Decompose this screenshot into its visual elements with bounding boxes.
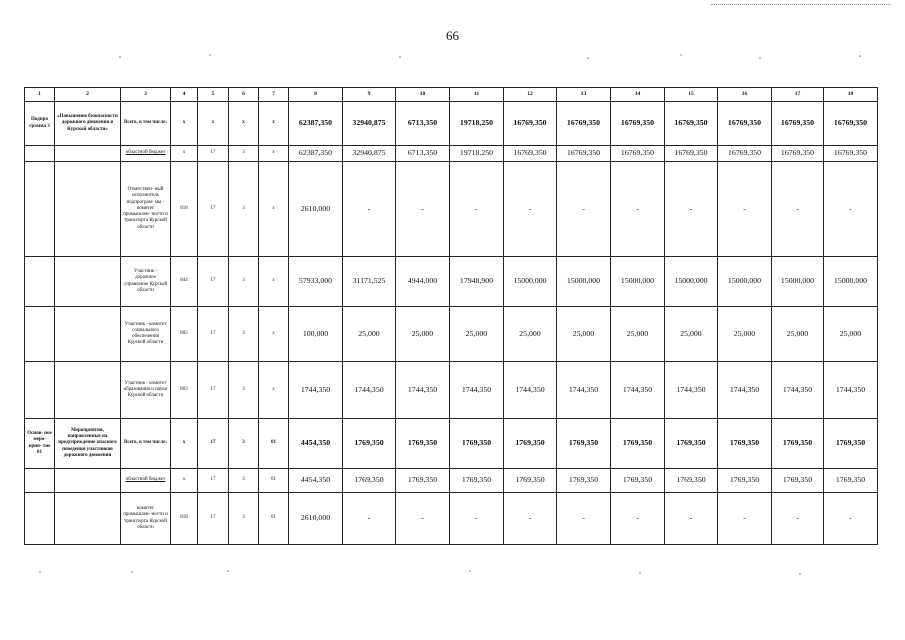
program-code-cell [25, 469, 55, 493]
amount-cell: 1769,350 [611, 419, 665, 469]
amount-cell: 1769,350 [504, 419, 557, 469]
amount-cell: 4944,000 [396, 257, 450, 307]
amount-cell: 15000,000 [557, 257, 611, 307]
amount-cell: 1769,350 [718, 469, 772, 493]
program-name-cell [55, 257, 121, 307]
executor-cell: Всего, в том числе: [121, 102, 171, 146]
amount-cell: 15000,000 [772, 257, 824, 307]
code-cell: 818 [171, 162, 198, 257]
amount-cell: 4454,350 [289, 469, 343, 493]
executor-cell: Всего, в том числе: [121, 419, 171, 469]
amount-cell: 4454,350 [289, 419, 343, 469]
amount-cell: 16769,350 [611, 146, 665, 162]
code-cell: 818 [171, 493, 198, 545]
column-number: 2 [55, 88, 121, 102]
amount-cell: 1744,350 [396, 362, 450, 419]
budget-table [24, 87, 878, 545]
table-row [25, 162, 878, 257]
column-number: 11 [450, 88, 504, 102]
amount-cell: 62387,350 [289, 146, 343, 162]
amount-cell: - [450, 493, 504, 545]
amount-cell: 2610,000 [289, 493, 343, 545]
executor-cell: Участник - дорожное управление Курской области [121, 257, 171, 307]
column-number: 6 [229, 88, 259, 102]
amount-cell: 32940,875 [343, 102, 396, 146]
amount-cell: 1769,350 [611, 469, 665, 493]
amount-cell: 1769,350 [718, 419, 772, 469]
amount-cell: 1769,350 [504, 469, 557, 493]
program-code-cell [25, 493, 55, 545]
amount-cell: 16769,350 [718, 146, 772, 162]
program-code-cell [25, 362, 55, 419]
column-number: 12 [504, 88, 557, 102]
amount-cell: 1769,350 [772, 419, 824, 469]
amount-cell: 25,000 [504, 307, 557, 362]
code-cell: х [198, 102, 229, 146]
table-row [25, 493, 878, 545]
amount-cell: 15000,000 [718, 257, 772, 307]
amount-cell: 1769,350 [665, 469, 718, 493]
amount-cell: 25,000 [824, 307, 878, 362]
amount-cell: 32940,875 [343, 146, 396, 162]
table-row [25, 307, 878, 362]
amount-cell: 100,000 [289, 307, 343, 362]
amount-cell: 16769,350 [772, 102, 824, 146]
amount-cell: 1744,350 [718, 362, 772, 419]
amount-cell: 16769,350 [557, 146, 611, 162]
column-number: 4 [171, 88, 198, 102]
scan-edge-line [711, 4, 891, 5]
amount-cell: 25,000 [611, 307, 665, 362]
code-cell: 805 [171, 307, 198, 362]
code-cell: 17 [198, 493, 229, 545]
amount-cell: 16769,350 [665, 102, 718, 146]
amount-cell: 1744,350 [611, 362, 665, 419]
amount-cell: - [718, 493, 772, 545]
amount-cell: 1744,350 [824, 362, 878, 419]
amount-cell: 25,000 [665, 307, 718, 362]
amount-cell: 1769,350 [450, 419, 504, 469]
amount-cell: - [343, 493, 396, 545]
amount-cell: 1744,350 [504, 362, 557, 419]
amount-cell: 15000,000 [611, 257, 665, 307]
amount-cell: - [611, 162, 665, 257]
amount-cell: 25,000 [557, 307, 611, 362]
amount-cell: 17948,900 [450, 257, 504, 307]
amount-cell: 1744,350 [557, 362, 611, 419]
column-number: 1 [25, 88, 55, 102]
column-number: 13 [557, 88, 611, 102]
amount-cell: - [557, 493, 611, 545]
amount-cell: - [343, 162, 396, 257]
program-name-cell [55, 162, 121, 257]
amount-cell: 2610,000 [289, 162, 343, 257]
code-cell: 01 [259, 493, 289, 545]
amount-cell: - [611, 493, 665, 545]
amount-cell: - [824, 162, 878, 257]
code-cell: х [229, 102, 259, 146]
program-name-cell [55, 362, 121, 419]
header-row [25, 88, 878, 102]
amount-cell: 1744,350 [343, 362, 396, 419]
program-name-cell: Мероприятия, направленные на предупреждение опасного поведения участников дорожного движения [55, 419, 121, 469]
amount-cell: - [824, 493, 878, 545]
program-name-cell: «Повышение безопасности дорожного движения в Курской области» [55, 102, 121, 146]
amount-cell: 19718,250 [450, 102, 504, 146]
program-name-cell [55, 469, 121, 493]
amount-cell: 16769,350 [504, 146, 557, 162]
amount-cell: 19718,250 [450, 146, 504, 162]
executor-cell: Участник - комитет социального обеспечения Курской области [121, 307, 171, 362]
code-cell: 17 [198, 469, 229, 493]
code-cell: х [259, 102, 289, 146]
code-cell: 3 [229, 362, 259, 419]
amount-cell: 1769,350 [772, 469, 824, 493]
amount-cell: 1744,350 [450, 362, 504, 419]
amount-cell: 6713,350 [396, 102, 450, 146]
amount-cell: 31171,525 [343, 257, 396, 307]
code-cell: х [259, 362, 289, 419]
amount-cell: 6713,350 [396, 146, 450, 162]
program-code-cell: Подпро грамма 3 [25, 102, 55, 146]
table-row [25, 362, 878, 419]
amount-cell: - [504, 493, 557, 545]
amount-cell: 1744,350 [665, 362, 718, 419]
column-number: 7 [259, 88, 289, 102]
program-name-cell [55, 493, 121, 545]
code-cell: х [259, 146, 289, 162]
amount-cell: 1769,350 [557, 469, 611, 493]
code-cell: х [171, 146, 198, 162]
amount-cell: 1769,350 [665, 419, 718, 469]
amount-cell: 1769,350 [824, 469, 878, 493]
amount-cell: 16769,350 [718, 102, 772, 146]
column-number: 15 [665, 88, 718, 102]
amount-cell: 1769,350 [343, 419, 396, 469]
table-row [25, 146, 878, 162]
code-cell: 803 [171, 362, 198, 419]
code-cell: 3 [229, 419, 259, 469]
program-code-cell [25, 162, 55, 257]
code-cell: 844 [171, 257, 198, 307]
executor-cell: Участник - комитет образования и науки Курской области [121, 362, 171, 419]
code-cell: 3 [229, 257, 259, 307]
column-number: 14 [611, 88, 665, 102]
amount-cell: 1769,350 [450, 469, 504, 493]
amount-cell: 62387,350 [289, 102, 343, 146]
amount-cell: 1769,350 [824, 419, 878, 469]
code-cell: 3 [229, 493, 259, 545]
column-number: 17 [772, 88, 824, 102]
amount-cell: - [718, 162, 772, 257]
code-cell: 17 [198, 162, 229, 257]
column-number: 3 [121, 88, 171, 102]
page-number: 66 [446, 28, 459, 43]
amount-cell: 25,000 [450, 307, 504, 362]
code-cell: 01 [259, 469, 289, 493]
amount-cell: - [557, 162, 611, 257]
amount-cell: 25,000 [396, 307, 450, 362]
column-number: 10 [396, 88, 450, 102]
column-number: 8 [289, 88, 343, 102]
amount-cell: 15000,000 [665, 257, 718, 307]
executor-cell: областной бюджет [121, 146, 171, 162]
code-cell: х [259, 257, 289, 307]
column-number: 9 [343, 88, 396, 102]
amount-cell: - [450, 162, 504, 257]
amount-cell: 16769,350 [824, 146, 878, 162]
amount-cell: 15000,000 [824, 257, 878, 307]
code-cell: 01 [259, 419, 289, 469]
code-cell: 17 [198, 146, 229, 162]
code-cell: 17 [198, 257, 229, 307]
program-code-cell [25, 307, 55, 362]
amount-cell: 25,000 [343, 307, 396, 362]
code-cell: 3 [229, 307, 259, 362]
table-row [25, 102, 878, 146]
amount-cell: - [504, 162, 557, 257]
amount-cell: - [665, 493, 718, 545]
amount-cell: 1769,350 [396, 469, 450, 493]
code-cell: х [259, 307, 289, 362]
program-code-cell: Основ- ное меро- прия- тие 01 [25, 419, 55, 469]
column-number: 16 [718, 88, 772, 102]
code-cell: 3 [229, 469, 259, 493]
amount-cell: 1769,350 [396, 419, 450, 469]
table-row [25, 419, 878, 469]
amount-cell: 25,000 [772, 307, 824, 362]
code-cell: х [171, 419, 198, 469]
program-code-cell [25, 257, 55, 307]
amount-cell: 16769,350 [772, 146, 824, 162]
code-cell: х [171, 102, 198, 146]
code-cell: 17 [198, 362, 229, 419]
amount-cell: 1744,350 [772, 362, 824, 419]
table-row [25, 469, 878, 493]
code-cell: 17 [198, 419, 229, 469]
code-cell: х [259, 162, 289, 257]
amount-cell: 15000,000 [504, 257, 557, 307]
executor-cell: областной бюджет [121, 469, 171, 493]
amount-cell: - [396, 493, 450, 545]
amount-cell: 57933,000 [289, 257, 343, 307]
amount-cell: 16769,350 [557, 102, 611, 146]
amount-cell: 25,000 [718, 307, 772, 362]
amount-cell: - [396, 162, 450, 257]
program-name-cell [55, 307, 121, 362]
column-number: 5 [198, 88, 229, 102]
code-cell: х [171, 469, 198, 493]
executor-cell: Ответствен- ный исполнитель подпрограм- мы - комитет промышлен- ности и транспорта Курской области [121, 162, 171, 257]
program-code-cell [25, 146, 55, 162]
code-cell: 3 [229, 146, 259, 162]
code-cell: 17 [198, 307, 229, 362]
amount-cell: 1769,350 [557, 419, 611, 469]
amount-cell: 1769,350 [343, 469, 396, 493]
amount-cell: 16769,350 [611, 102, 665, 146]
column-number: 18 [824, 88, 878, 102]
code-cell: 3 [229, 162, 259, 257]
amount-cell: - [772, 493, 824, 545]
program-name-cell [55, 146, 121, 162]
amount-cell: 16769,350 [824, 102, 878, 146]
executor-cell: комитет промышлен- ности и транспорта Курской области [121, 493, 171, 545]
table-row [25, 257, 878, 307]
amount-cell: 16769,350 [504, 102, 557, 146]
amount-cell: 16769,350 [665, 146, 718, 162]
amount-cell: 1744,350 [289, 362, 343, 419]
amount-cell: - [665, 162, 718, 257]
amount-cell: - [772, 162, 824, 257]
